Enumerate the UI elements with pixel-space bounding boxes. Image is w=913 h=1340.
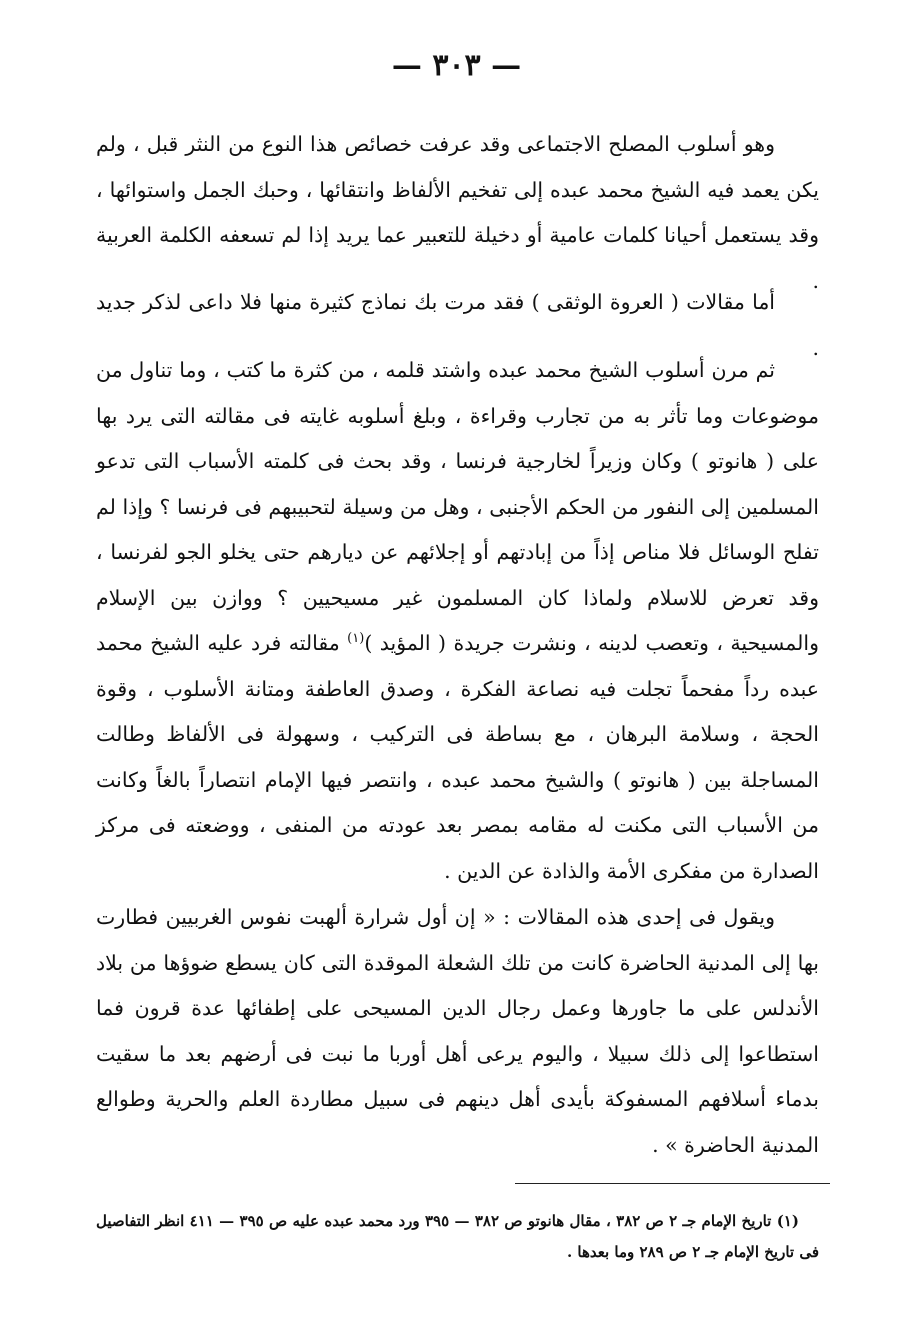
page-number: — ٣٠٣ — bbox=[391, 48, 522, 83]
paragraph-2: أما مقالات ( العروة الوثقى ) فقد مرت بك نماذج كثيرة منها فلا داعى لذكر جديد . bbox=[96, 290, 819, 360]
footnotes bbox=[96, 1206, 819, 1268]
paragraph-3-text-start: ثم مرن أسلوب الشيخ محمد عبده واشتد قلمه ، من كثرة ما كتب ، وما تناول من موضوعات وما تأثر به من تجارب وقراءة ، وبلغ أسلوبه غايته فى مقالته التى يرد بها على ( هانوتو ) وكان وزيراً لخارجية فرنسا ، وقد بحث فى كلمته الأسباب التى تدعو المسلمين إلى النفور من الحكم الأجنبى ، وهل من وسيلة لتحبيبهم فى فرنسا ؟ وإذا لم تفلح الوسائل فلا مناص إذاً من إبادتهم أو إجلائهم عن ديارهم حتى يخلو الجو لفرنسا ، وقد تعرض للاسلام ولماذا كان المسلمون غير مسيحيين ؟ ووازن بين الإسلام والمسيحية ، وتعصب لدينه ، ونشرت جريدة ( المؤيد ) bbox=[96, 358, 819, 655]
footnote-reference: (١) bbox=[347, 631, 365, 647]
paragraph-3 bbox=[96, 348, 819, 894]
paragraph-3-text-end: مقالته فرد عليه الشيخ محمد عبده رداً مفحماً تجلت فيه نصاعة الفكرة ، وصدق العاطفة ومتانة الأسلوب ، وقوة الحجة ، وسلامة البرهان ، مع بساطة فى التركيب ، وسهولة فى الألفاظ وطالت المساجلة بين ( هانوتو ) والشيخ محمد عبده ، وانتصر فيها الإمام انتصاراً بالغاً وكانت من الأسباب التى مكنت له مقامه بمصر بعد عودته من المنفى ، ووضعته فى مركز الصدارة من مفكرى الأمة والذادة عن الدين . bbox=[96, 631, 819, 883]
footnote-divider bbox=[515, 1183, 830, 1184]
footnote-1: (١) تاريخ الإمام جـ ٢ ص ٣٨٢ ، مقال هانوتو ص ٣٨٢ — ٣٩٥ ورد محمد عبده عليه ص ٣٩٥ — ٤١١ انظر التفاصيل فى تاريخ الإمام جـ ٢ ص ٢٨٩ وما بعدها . bbox=[96, 1212, 819, 1261]
paragraph-1: وهو أسلوب المصلح الاجتماعى وقد عرفت خصائص هذا النوع من النثر قبل ، ولم يكن يعمد فيه الشيخ محمد عبده إلى تفخيم الألفاظ وانتقائها ، وحبك الجمل واستوائها ، وقد يستعمل أحيانا كلمات عامية أو دخيلة للتعبير عما يريد إذا لم تسعفه الكلمة العربية . bbox=[96, 132, 819, 293]
paragraph-4-quotation: ويقول فى إحدى هذه المقالات : « إن أول شرارة ألهبت نفوس الغربيين فطارت بها إلى المدنية الحاضرة كانت من تلك الشعلة الموقدة التى كان يسطع ضوؤها من بلاد الأندلس على ما جاورها وعمل رجال الدين المسيحى على إطفائها عدة قرون فما استطاعوا إلى ذلك سبيلا ، واليوم يرعى أهل أوربا ما نبت فى أرضهم بعد ما سقيت بدماء أسلافهم المسفوكة بأيدى أهل دينهم فى سبيل مطاردة العلم والحرية وطوالع المدنية الحاضرة » . bbox=[96, 905, 819, 1157]
